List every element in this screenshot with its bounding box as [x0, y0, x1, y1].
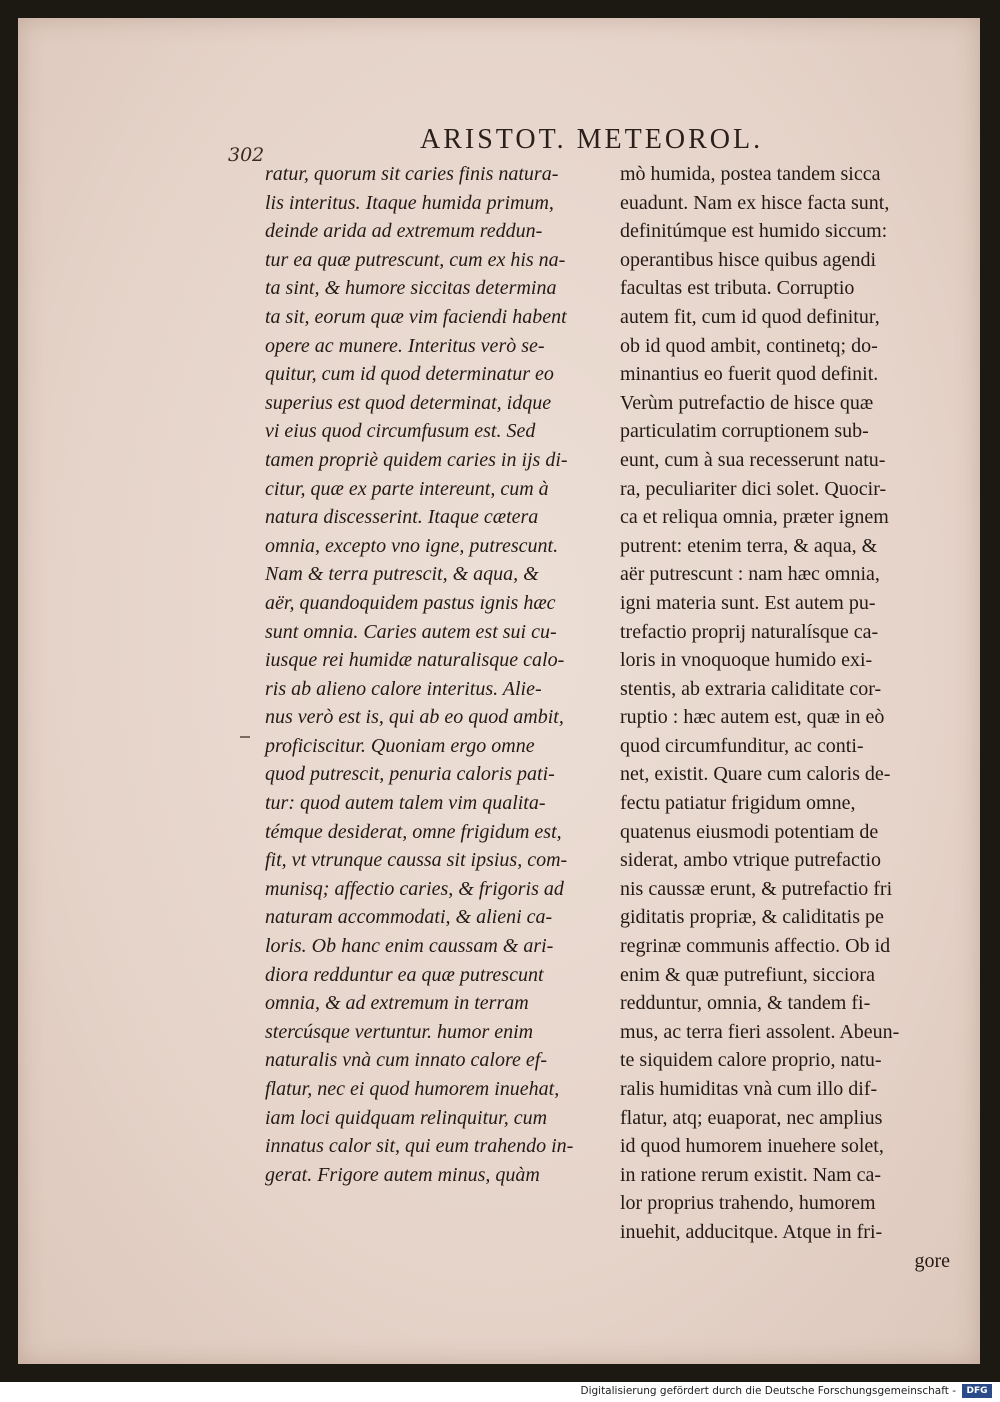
- text-line: lis interitus. Itaque humida primum,: [265, 191, 554, 214]
- text-line: loris. Ob hanc enim caussam & ari-: [265, 935, 554, 958]
- text-line: aër, quandoquidem pastus ignis hæc: [265, 591, 556, 614]
- funding-credit: Digitalisierung gefördert durch die Deutsche Forschungsgemeinschaft -: [580, 1385, 956, 1397]
- text-line: diora redduntur ea quæ putrescunt: [265, 963, 544, 986]
- text-line: loris in vnoquoque humido exi-: [620, 649, 873, 672]
- text-line: tur: quod autem talem vim qualita-: [265, 792, 546, 815]
- text-line: id quod humorem inuehere solet,: [620, 1135, 884, 1158]
- text-line: superius est quod determinat, idque: [265, 391, 552, 414]
- text-line: minantius eo fuerit quod definit.: [620, 363, 879, 386]
- text-line: trefactio proprij naturalísque ca-: [620, 620, 879, 643]
- text-line: putrent: etenim terra, & aqua, &: [620, 534, 878, 557]
- text-line: natura discesserint. Itaque cætera: [265, 506, 539, 529]
- text-line: sunt omnia. Caries autem est sui cu-: [265, 620, 557, 643]
- text-line: euadunt. Nam ex hisce facta sunt,: [620, 191, 890, 214]
- text-line: deinde arida ad extremum reddun-: [265, 220, 543, 243]
- text-line: igni materia sunt. Est autem pu-: [620, 591, 876, 614]
- text-line: proficiscitur. Quoniam ergo omne: [265, 734, 535, 757]
- text-line: ruptio : hæc autem est, quæ in eò: [620, 706, 885, 729]
- text-line: quod circumfunditur, ac conti-: [620, 734, 864, 757]
- text-line: operantibus hisce quibus agendi: [620, 248, 877, 271]
- margin-mark: [240, 736, 250, 738]
- text-line: nus verò est is, qui ab eo quod ambit,: [265, 706, 564, 729]
- text-line: quitur, cum id quod determinatur eo: [265, 363, 554, 386]
- text-line: citur, quæ ex parte intereunt, cum à: [265, 477, 549, 500]
- text-line: nis caussæ erunt, & putrefactio fri: [620, 877, 893, 900]
- text-line: ta sit, eorum quæ vim faciendi habent: [265, 305, 567, 328]
- text-line: naturam accommodati, & alieni ca-: [265, 906, 553, 929]
- text-line: flatur, nec ei quod humorem inuehat,: [265, 1078, 560, 1100]
- text-line: Verùm putrefactio de hisce quæ: [620, 391, 874, 414]
- text-line: aër putrescunt : nam hæc omnia,: [620, 563, 880, 586]
- text-line: opere ac munere. Interitus verò se-: [265, 334, 545, 357]
- text-line: definitúmque est humido siccum:: [620, 220, 888, 243]
- text-line: net, existit. Quare cum caloris de-: [620, 763, 891, 786]
- text-line: ca et reliqua omnia, præter ignem: [620, 506, 889, 529]
- text-line: eunt, cum à sua recesserunt natu-: [620, 448, 886, 471]
- text-line: regrinæ communis affectio. Ob id: [620, 935, 891, 958]
- text-line: mò humida, postea tandem sicca: [620, 163, 881, 185]
- text-line: gerat. Frigore autem minus, quàm: [265, 1163, 540, 1186]
- dfg-logo: DFG: [962, 1384, 992, 1398]
- text-line: mus, ac terra fieri assolent. Abeun-: [620, 1020, 900, 1043]
- text-line: enim & quæ putrefiunt, sicciora: [620, 963, 875, 986]
- text-line: facultas est tributa. Corruptio: [620, 277, 855, 300]
- text-line: siderat, ambo vtrique putrefactio: [620, 849, 882, 872]
- text-line: Nam & terra putrescit, & aqua, &: [265, 563, 539, 586]
- text-line: flatur, atq; euaporat, nec amplius: [620, 1106, 883, 1129]
- text-line: ta sint, & humore siccitas determina: [265, 277, 557, 300]
- text-line: ris ab alieno calore interitus. Alie-: [265, 677, 542, 700]
- text-line: autem fit, cum id quod definitur,: [620, 305, 880, 328]
- text-line: iam loci quidquam relinquitur, cum: [265, 1106, 548, 1129]
- left-text-column: [265, 160, 615, 1189]
- text-line: inuehit, adducitque. Atque in fri-: [620, 1220, 883, 1243]
- running-head: ARISTOT. METEOROL.: [420, 124, 764, 155]
- text-line: stercúsque vertuntur. humor enim: [265, 1020, 534, 1043]
- text-line: omnia, excepto vno igne, putrescunt.: [265, 534, 559, 557]
- text-line: témque desiderat, omne frigidum est,: [265, 820, 562, 843]
- text-line: ob id quod ambit, continetq; do-: [620, 334, 878, 357]
- text-line: innatus calor sit, qui eum trahendo in-: [265, 1135, 574, 1158]
- text-line: iusque rei humidæ naturalisque calo-: [265, 649, 565, 672]
- text-line: giditatis propriæ, & caliditatis pe: [620, 906, 884, 929]
- text-line: ratur, quorum sit caries finis natura-: [265, 163, 559, 185]
- text-line: fectu patiatur frigidum omne,: [620, 792, 856, 815]
- text-line: redduntur, omnia, & tandem fi-: [620, 992, 871, 1015]
- text-line: te siquidem calore proprio, natu-: [620, 1049, 882, 1072]
- text-line: gore: [914, 1249, 950, 1272]
- text-line: quatenus eiusmodi potentiam de: [620, 820, 879, 843]
- text-line: lor proprius trahendo, humorem: [620, 1192, 876, 1215]
- text-line: quod putrescit, penuria caloris pati-: [265, 763, 555, 786]
- text-line: naturalis vnà cum innato calore ef-: [265, 1049, 547, 1072]
- text-line: tur ea quæ putrescunt, cum ex his na-: [265, 248, 566, 271]
- text-line: ra, peculiariter dici solet. Quocir-: [620, 477, 887, 500]
- text-line: in ratione rerum existit. Nam ca-: [620, 1163, 882, 1186]
- text-line: tamen propriè quidem caries in ijs di-: [265, 448, 568, 471]
- text-line: stentis, ab extraria caliditate cor-: [620, 677, 882, 700]
- text-line: munisq; affectio caries, & frigoris ad: [265, 877, 564, 900]
- text-line: particulatim corruptionem sub-: [620, 420, 869, 443]
- text-line: fit, vt vtrunque caussa sit ipsius, com-: [265, 849, 568, 872]
- right-text-column: [620, 160, 950, 1275]
- page-number: 302: [228, 144, 265, 166]
- text-line: omnia, & ad extremum in terram: [265, 992, 529, 1015]
- text-line: ralis humiditas vnà cum illo dif-: [620, 1078, 878, 1100]
- text-line: vi eius quod circumfusum est. Sed: [265, 420, 536, 443]
